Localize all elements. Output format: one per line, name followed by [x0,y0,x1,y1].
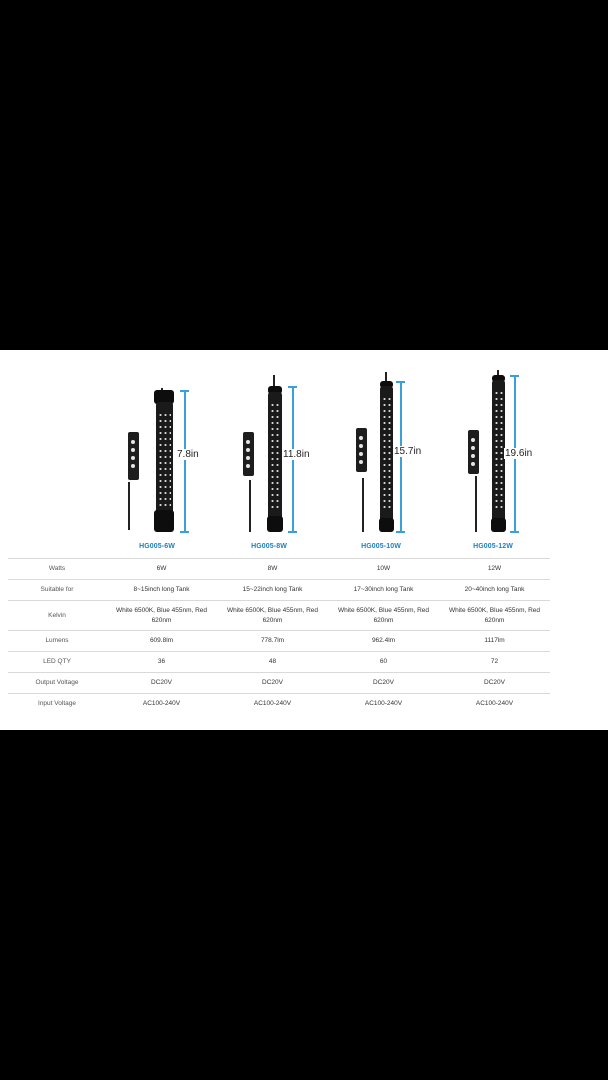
table-cell: DC20V [217,673,328,694]
dimension-cap-bottom [396,531,405,533]
table-cell: White 6500K, Blue 455nm, Red 620nm [217,601,328,631]
tube-bottom-cap [154,510,174,532]
length-label: 15.7in [394,446,422,457]
table-cell: 60 [328,652,439,673]
table-cell: White 6500K, Blue 455nm, Red 620nm [439,601,550,631]
table-cell: 20~40inch long Tank [439,580,550,601]
length-label: 7.8in [177,449,199,460]
remote-controller [356,428,367,472]
table-cell: 8W [217,559,328,580]
table-cell: DC20V [328,673,439,694]
dimension-line [184,390,186,532]
table-cell: 1117lm [439,631,550,652]
led-tube [380,386,393,524]
dimension-cap-bottom [288,531,297,533]
product-hg005-6w [106,350,218,560]
remote-controller [243,432,254,476]
table-cell: AC100-240V [328,694,439,715]
table-cell: 17~30inch long Tank [328,580,439,601]
table-row [8,580,550,601]
table-cell: AC100-240V [217,694,328,715]
table-row [8,673,550,694]
table-cell: 48 [217,652,328,673]
dimension-cap-bottom [510,531,519,533]
controller-cable [362,478,364,532]
table-cell: AC100-240V [106,694,217,715]
remote-controller [468,430,479,474]
product-hg005-8w [218,350,330,560]
controller-cable [249,480,251,532]
table-row [8,559,550,580]
row-label: LED QTY [8,652,106,673]
spec-table [8,558,550,715]
product-illustrations [0,350,608,560]
table-cell: 15~22inch long Tank [217,580,328,601]
table-cell: 12W [439,559,550,580]
controller-cable [128,482,130,530]
table-cell: 778.7lm [217,631,328,652]
controller-cable [475,476,477,532]
table-row [8,694,550,715]
table-cell: 962.4lm [328,631,439,652]
model-label: HG005-6W [139,543,175,550]
row-label: Suitable for [8,580,106,601]
table-cell: White 6500K, Blue 455nm, Red 620nm [328,601,439,631]
table-cell: DC20V [439,673,550,694]
row-label: Kelvin [8,601,106,631]
product-hg005-10w [330,350,442,560]
table-cell: White 6500K, Blue 455nm, Red 620nm [106,601,217,631]
model-label: HG005-10W [361,543,401,550]
row-label: Input Voltage [8,694,106,715]
table-cell: 8~15inch long Tank [106,580,217,601]
table-cell: 6W [106,559,217,580]
row-label: Output Voltage [8,673,106,694]
tube-bottom-cap [491,518,506,532]
table-row [8,652,550,673]
product-hg005-12w [442,350,554,560]
table-cell: 36 [106,652,217,673]
product-comparison-panel [0,350,608,730]
row-label: Watts [8,559,106,580]
row-label: Lumens [8,631,106,652]
table-row [8,631,550,652]
remote-controller [128,432,139,480]
table-cell: 72 [439,652,550,673]
table-cell: 609.8lm [106,631,217,652]
tube-bottom-cap [267,516,283,532]
table-row [8,601,550,631]
dimension-cap-bottom [180,531,189,533]
model-label: HG005-8W [251,543,287,550]
led-tube [156,402,173,520]
model-label: HG005-12W [473,543,513,550]
length-label: 11.8in [283,449,310,460]
table-cell: DC20V [106,673,217,694]
tube-bottom-cap [379,518,394,532]
table-cell: AC100-240V [439,694,550,715]
table-cell: 10W [328,559,439,580]
led-tube [268,392,282,522]
length-label: 19.6in [505,448,533,459]
